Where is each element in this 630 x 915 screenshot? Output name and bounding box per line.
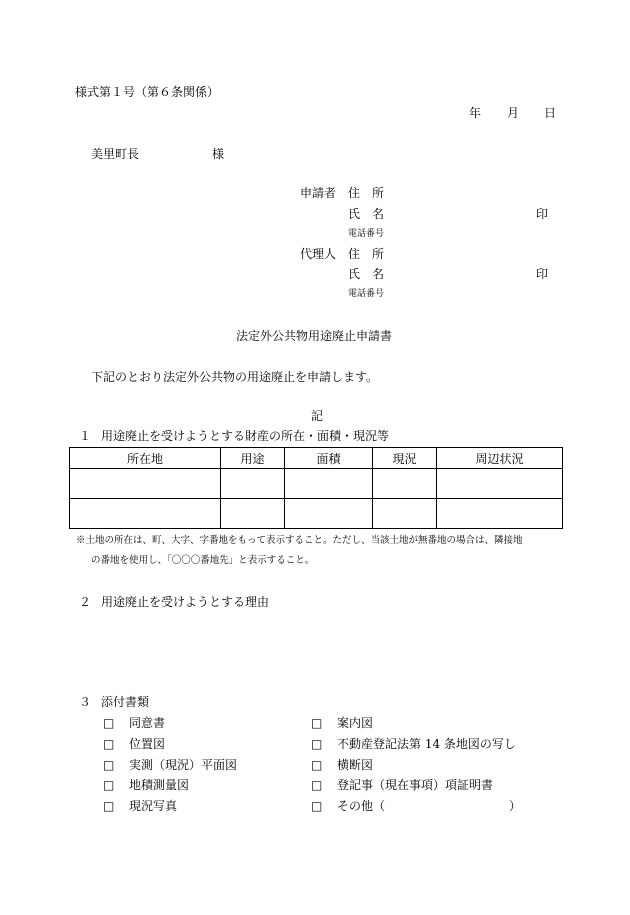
attachment-other-close: ） — [509, 799, 522, 813]
attachment-label: 地積測量図 — [129, 778, 190, 792]
agent-phone-label: 電話番号 — [348, 289, 385, 299]
attachment-plan-view[interactable] — [103, 759, 237, 771]
header-location: 所在地 — [70, 448, 221, 469]
agent-name-label: 氏 名 — [348, 267, 385, 281]
table-row — [70, 499, 563, 529]
checkbox-icon[interactable]: □ — [311, 716, 323, 730]
attachment-label: その他（ — [337, 799, 386, 813]
checkbox-icon[interactable]: □ — [103, 778, 115, 792]
attachment-label: 同意書 — [129, 716, 166, 730]
section1-number: １ — [79, 429, 92, 443]
table-note-line2: の番地を使用し、「〇〇〇番地先」と表示すること。 — [91, 555, 315, 566]
document-title: 法定外公共物用途廃止申請書 — [236, 329, 393, 343]
agent-label: 代理人 — [300, 247, 337, 261]
cell-location[interactable] — [70, 499, 221, 529]
checkbox-icon[interactable]: □ — [103, 799, 115, 813]
header-usage: 用途 — [221, 448, 285, 469]
attachment-survey-map[interactable] — [103, 779, 189, 791]
checkbox-icon[interactable]: □ — [103, 758, 115, 772]
applicant-phone-label: 電話番号 — [348, 229, 385, 239]
cell-area[interactable] — [285, 499, 373, 529]
attachment-registry-map[interactable] — [311, 738, 516, 750]
section1-title: 用途廃止を受けようとする財産の所在・面積・現況等 — [101, 429, 390, 443]
date-day: 日 — [544, 106, 557, 120]
attachment-guide-map[interactable] — [311, 717, 373, 729]
cell-current-state[interactable] — [373, 499, 437, 529]
checkbox-icon[interactable]: □ — [311, 799, 323, 813]
section2-number: ２ — [79, 595, 92, 609]
ki-heading: 記 — [311, 409, 324, 423]
cell-surroundings[interactable] — [437, 469, 563, 499]
applicant-name-label: 氏 名 — [348, 207, 385, 221]
cell-surroundings[interactable] — [437, 499, 563, 529]
header-surroundings: 周辺状況 — [437, 448, 563, 469]
attachment-label: 実測（現況）平面図 — [129, 758, 238, 772]
cell-current-state[interactable] — [373, 469, 437, 499]
attachment-location-map[interactable] — [103, 738, 165, 750]
attachment-label: 登記事（現在事項）項証明書 — [337, 778, 494, 792]
property-table — [69, 447, 563, 529]
cell-location[interactable] — [70, 469, 221, 499]
header-area: 面積 — [285, 448, 373, 469]
table-note-line1: ※土地の所在は、町、大字、字番地をもって表示すること。ただし、当該土地が無番地の場合は、隣接地 — [76, 535, 523, 546]
header-current-state: 現況 — [373, 448, 437, 469]
attachment-other[interactable] — [311, 800, 385, 812]
addressee-name: 美里町長 — [91, 147, 140, 161]
checkbox-icon[interactable]: □ — [103, 737, 115, 751]
attachment-label: 案内図 — [337, 716, 374, 730]
applicant-seal: 印 — [536, 207, 549, 221]
section3-number: ３ — [79, 695, 92, 709]
attachment-label: 現況写真 — [129, 799, 178, 813]
form-id: 様式第１号（第６条関係） — [75, 85, 220, 99]
addressee-honorific: 様 — [212, 147, 225, 161]
applicant-address-label: 住 所 — [348, 186, 385, 200]
attachment-label: 横断図 — [337, 758, 374, 772]
cell-usage[interactable] — [221, 469, 285, 499]
agent-seal: 印 — [536, 267, 549, 281]
checkbox-icon[interactable]: □ — [311, 737, 323, 751]
attachment-consent[interactable] — [103, 717, 165, 729]
cell-usage[interactable] — [221, 499, 285, 529]
attachment-label: 位置図 — [129, 737, 166, 751]
attachment-cross-section[interactable] — [311, 759, 373, 771]
section3-title: 添付書類 — [101, 695, 150, 709]
cell-area[interactable] — [285, 469, 373, 499]
attachment-label: 不動産登記法第 14 条地図の写し — [337, 737, 516, 751]
applicant-label: 申請者 — [300, 186, 337, 200]
intro-text: 下記のとおり法定外公共物の用途廃止を申請します。 — [91, 370, 379, 384]
table-row — [70, 469, 563, 499]
date-year: 年 — [469, 106, 482, 120]
checkbox-icon[interactable]: □ — [311, 778, 323, 792]
checkbox-icon[interactable]: □ — [103, 716, 115, 730]
table-header-row — [70, 448, 563, 469]
attachment-registry-certificate[interactable] — [311, 779, 493, 791]
agent-address-label: 住 所 — [348, 247, 385, 261]
checkbox-icon[interactable]: □ — [311, 758, 323, 772]
date-month: 月 — [507, 106, 520, 120]
section2-title: 用途廃止を受けようとする理由 — [101, 595, 270, 609]
attachment-photos[interactable] — [103, 800, 177, 812]
